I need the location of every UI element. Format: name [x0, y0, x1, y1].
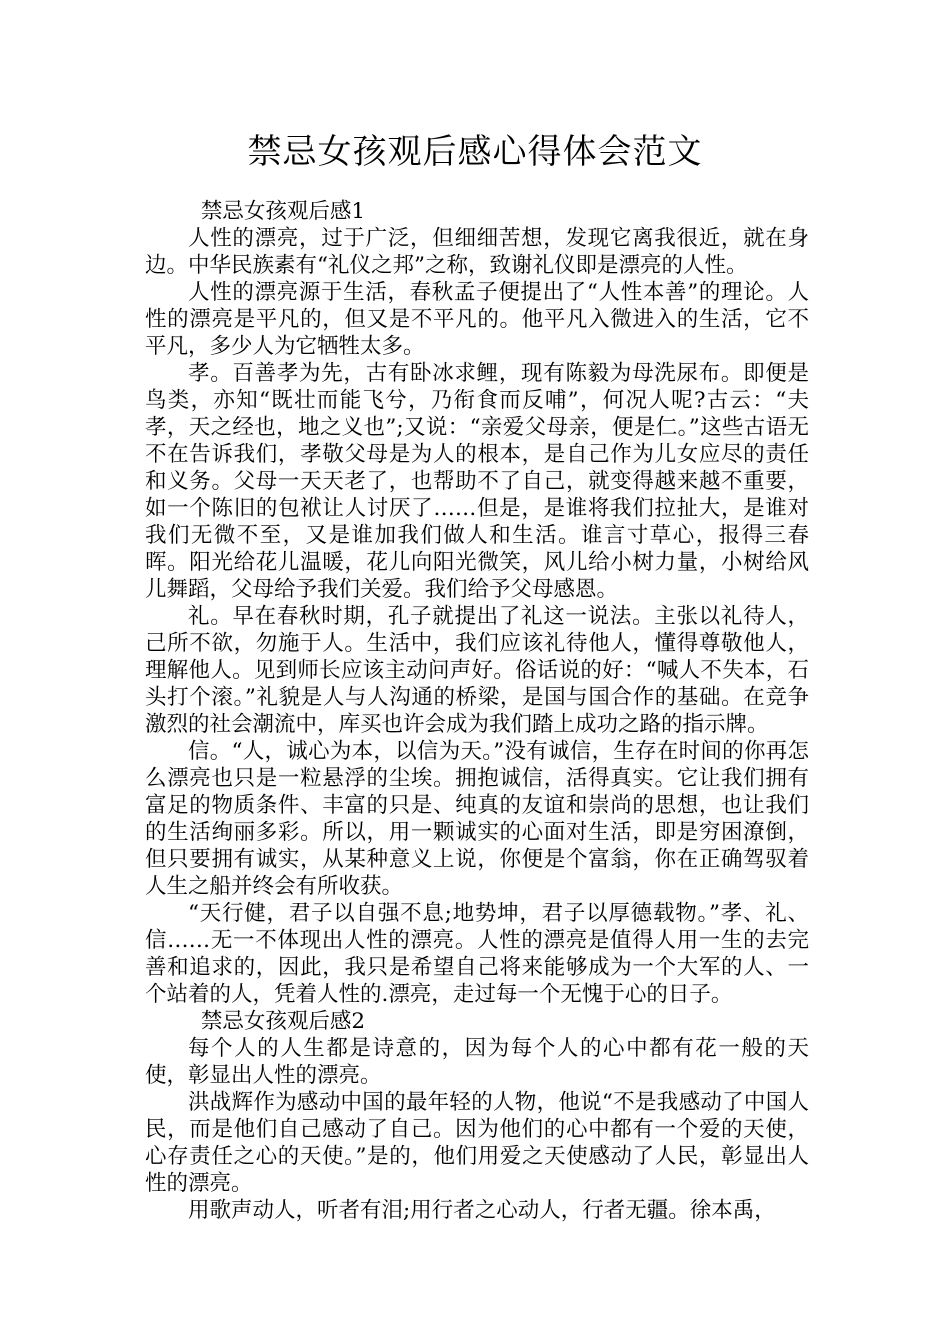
paragraph: 用歌声动人，听者有泪;用行者之心动人，行者无疆。徐本禹，	[188, 1198, 776, 1223]
document-title: 禁忌女孩观后感心得体会范文	[247, 132, 703, 172]
section-heading-1: 禁忌女孩观后感1	[200, 199, 366, 224]
paragraph: 信。“人，诚心为本，以信为天。”没有诚信，生存在时间的你再怎么漂亮也只是一粒悬浮的尘埃。拥抱诚信，活得真实。它让我们拥有富足的物质条件、丰富的只是、纯真的友谊和崇尚的思想，也让我们的生活绚丽多彩。所以，用一颗诚实的心面对生活，即是穷困潦倒，但只要拥有诚实，从某种意义上说，你便是个富翁，你在正确驾驭着人生之船并终会有所收获。	[145, 739, 809, 899]
paragraph: 每个人的人生都是诗意的，因为每个人的心中都有花一般的天使，彰显出人性的漂亮。	[145, 1036, 809, 1088]
paragraph: 礼。早在春秋时期，孔子就提出了礼这一说法。主张以礼待人，己所不欲，勿施于人。生活中，我们应该礼待他人，懂得尊敬他人，理解他人。见到师长应该主动问声好。俗话说的好：“喊人不失本，石头打个滚。”礼貌是人与人沟通的桥梁，是国与国合作的基础。在竞争激烈的社会潮流中，库买也许会成为我们踏上成功之路的指示牌。	[145, 604, 809, 737]
paragraph: 人性的漂亮源于生活，春秋孟子便提出了“人性本善”的理论。人性的漂亮是平凡的，但又是不平凡的。他平凡入微进入的生活，它不平凡，多少人为它牺牲太多。	[145, 280, 809, 359]
document-body	[145, 198, 809, 1224]
paragraph: 洪战辉作为感动中国的最年轻的人物，他说“不是我感动了中国人民，而是他们自己感动了自己。因为他们的心中都有一个爱的天使，心存责任之心的天使。”是的，他们用爱之天使感动了人民，彰显出人性的漂亮。	[145, 1090, 809, 1196]
paragraph: 孝。百善孝为先，古有卧冰求鲤，现有陈毅为母洗尿布。即便是鸟类，亦知“既壮而能飞兮，乃衔食而反哺”，何况人呢?古云：“夫孝，天之经也，地之义也”;又说：“亲爱父母亲，便是仁。”这些古语无不在告诉我们，孝敬父母是为人的根本，是自己作为儿女应尽的责任和义务。父母一天天老了，也帮助不了自己，就变得越来越不重要，如一个陈旧的包袱让人讨厌了……但是，是谁将我们拉扯大，是谁对我们无微不至，又是谁加我们做人和生活。谁言寸草心，报得三春晖。阳光给花儿温暖，花儿向阳光微笑，风儿给小树力量，小树给风儿舞蹈，父母给予我们关爱。我们给予父母感恩。	[145, 361, 809, 602]
paragraph: 人性的漂亮，过于广泛，但细细苦想，发现它离我很近，就在身边。中华民族素有“礼仪之邦”之称，致谢礼仪即是漂亮的人性。	[145, 226, 809, 278]
paragraph: “天行健，君子以自强不息;地势坤，君子以厚德载物。”孝、礼、信……无一不体现出人性的漂亮。人性的漂亮是值得人用一生的去完善和追求的，因此，我只是希望自己将来能够成为一个大军的人、一个站着的人，凭着人性的.漂亮，走过每一个无愧于心的日子。	[145, 901, 809, 1007]
section-heading-2: 禁忌女孩观后感2	[200, 1009, 366, 1034]
